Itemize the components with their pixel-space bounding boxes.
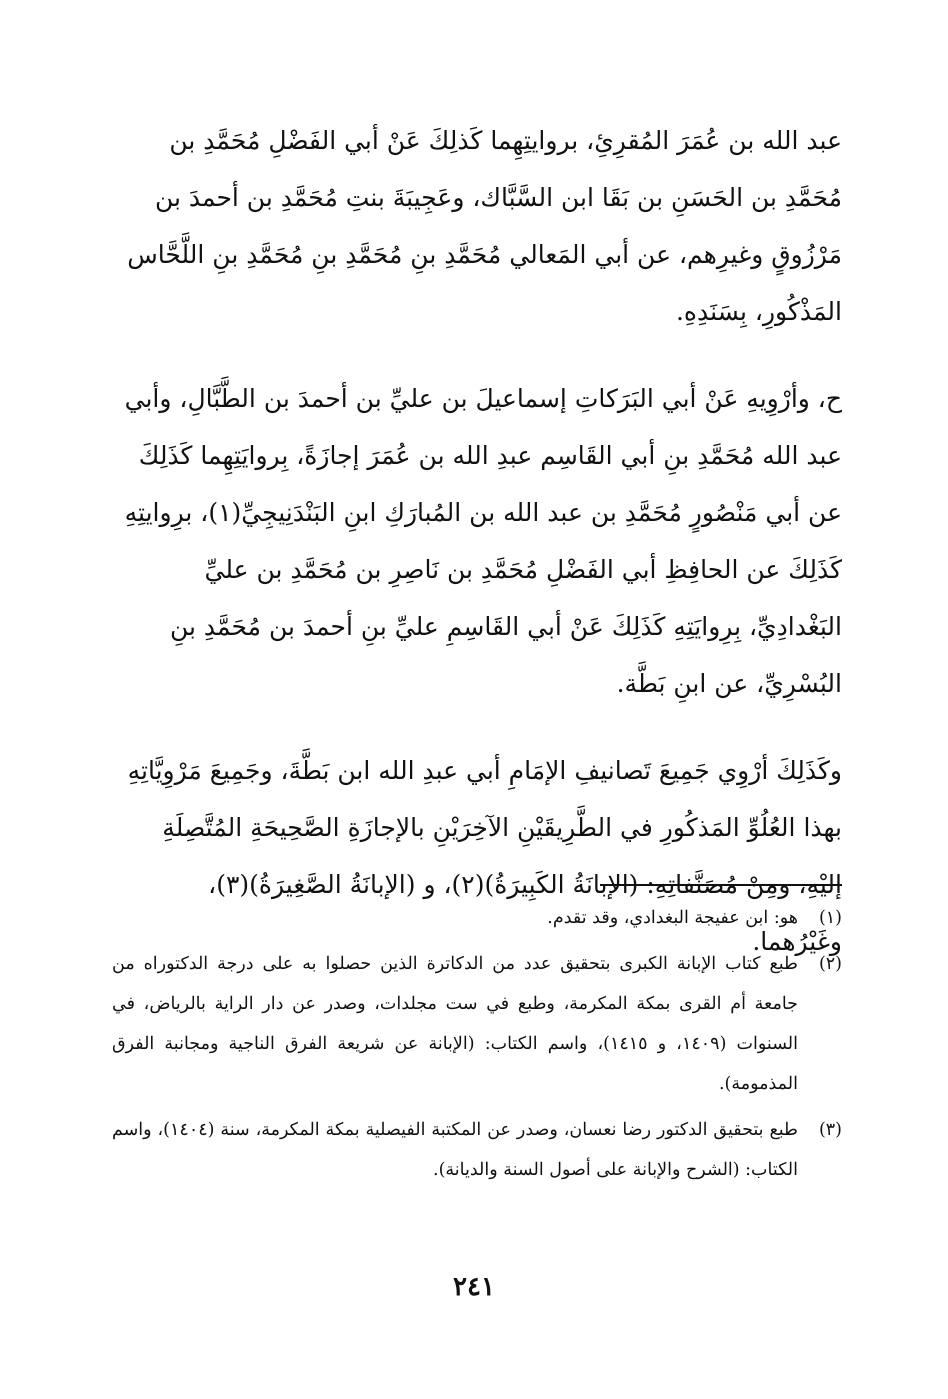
footnote-separator: [600, 884, 842, 886]
paragraph-gap: [112, 712, 842, 742]
footnote-3: [112, 1110, 842, 1190]
paragraph-gap: [112, 340, 842, 370]
footnote-1: [112, 898, 842, 938]
main-text: [112, 112, 842, 970]
footnote-number: (٣): [818, 1120, 842, 1140]
footnote-text: طبع كتاب الإبانة الكبرى بتحقيق عدد من الدكاترة الذين حصلوا به على درجة الدكتوراه من جامعة أم القرى بمكة المكرمة، وطبع في ست مجلدات، وصدر عن دار الراية بالرياض، في السنوات (١٤٠٩، و ١٤١٥)، واسم الكتاب: (الإبانة عن شريعة الفرق الناجية ومجانبة الفرق المذمومة).: [112, 954, 798, 1094]
footnote-number: (٢): [818, 954, 842, 974]
footnotes: [112, 898, 842, 1196]
page-number: ٢٤١: [453, 1272, 495, 1302]
footnote-text: طبع بتحقيق الدكتور رضا نعسان، وصدر عن المكتبة الفيصلية بمكة المكرمة، سنة (١٤٠٤)، واسم الكتاب: (الشرح والإبانة على أصول السنة والديانة).: [112, 1120, 798, 1180]
footnote-text: هو: ابن عفيجة البغدادي، وقد تقدم.: [547, 908, 798, 928]
paragraph-3: وكَذَلِكَ أرْوِي جَمِيعَ تَصانيفِ الإمَامِ أبي عبدِ الله ابن بَطَّةَ، وجَمِيعَ مَرْوِيَّاتِهِ بهذا العُلُوِّ المَذكُورِ في الطَّرِيقَيْنِ الآخِرَيْنِ بالإجازَةِ الصَّحِيحَةِ المُتَّصِلَةِ إليْهِ، ومِنْ مُصَنَّفاتِهِ: (الإبانَةُ الكَبِيرَةُ)(٢)، و (الإبانَةُ الصَّغِيرَةُ)(٣)، وغَيْرُهما.: [127, 756, 842, 956]
footnote-2: [112, 944, 842, 1104]
paragraph-1: عبد الله بن عُمَرَ المُقرِئِ، بروايتِهِما كَذلِكَ عَنْ أبي الفَضْلِ مُحَمَّدِ بن مُحَمَّدِ بن الحَسَنِ بن بَقَا ابن السَّبَّاك، وعَجِيبَةَ بنتِ مُحَمَّدِ بن أحمدَ بن مَرْزُوقٍ وغيرِهم، عن أبي المَعالي مُحَمَّدِ بنِ مُحَمَّدِ بنِ مُحَمَّدِ بنِ اللَّحَّاس المَذْكُورِ، بِسَنَدِهِ.: [127, 126, 842, 326]
footnote-number: (١): [818, 908, 842, 928]
paragraph-2: ح، وأرْوِيهِ عَنْ أبي البَرَكاتِ إسماعيلَ بن عليِّ بن أحمدَ بن الطَّبَّالِ، وأبي عبد الله مُحَمَّدِ بنِ أبي القَاسِم عبدِ الله بن عُمَرَ إجازَةً، بِروايَتِهِما كَذَلِكَ عن أبي مَنْصُورٍ مُحَمَّدِ بن عبد الله بن المُبارَكِ ابنِ البَنْدَنِيجِيِّ(١)، برِوايتِهِ كَذَلِكَ عن الحافِظِ أبي الفَضْلِ مُحَمَّدِ بن نَاصِرِ بن مُحَمَّدِ بن عليِّ البَغْدادِيِّ، بِرِوايَتِهِ كَذَلِكَ عَنْ أبي القَاسِمِ عليِّ بنِ أحمدَ بن مُحَمَّدِ بنِ البُسْرِيِّ، عن ابنِ بَطَّة.: [124, 384, 842, 698]
